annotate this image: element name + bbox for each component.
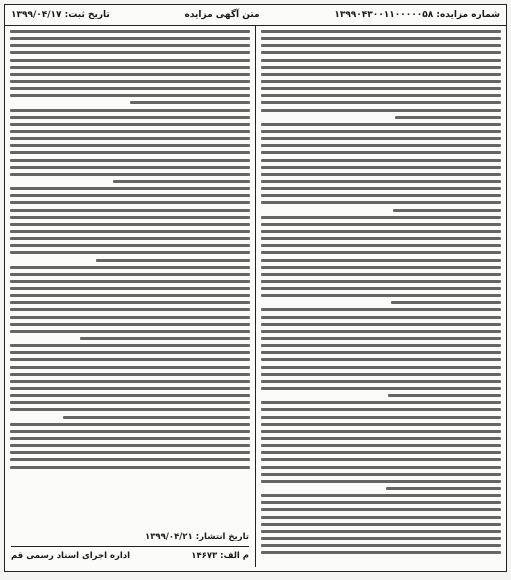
text-line-placeholder [261, 187, 501, 190]
text-line-placeholder [10, 280, 250, 283]
text-line-placeholder [261, 423, 501, 426]
text-line-placeholder [10, 244, 250, 247]
footer-code: م الف: ۱۴۶۷۳ [191, 551, 249, 561]
text-line-placeholder [10, 201, 250, 204]
text-line-placeholder [10, 330, 250, 333]
text-line-placeholder [10, 87, 250, 90]
text-line-placeholder [10, 151, 250, 154]
text-line-placeholder [261, 294, 501, 297]
text-line-placeholder [261, 287, 501, 290]
text-line-placeholder [10, 144, 250, 147]
text-line-placeholder [10, 230, 250, 233]
text-line-placeholder [10, 401, 250, 404]
text-line-placeholder [261, 523, 501, 526]
text-line-placeholder [261, 308, 501, 311]
text-line-placeholder [63, 416, 250, 419]
text-line-placeholder [10, 394, 250, 397]
text-line-placeholder [10, 237, 250, 240]
notice-footer [11, 531, 249, 563]
text-line-placeholder [10, 187, 250, 190]
text-line-placeholder [261, 494, 501, 497]
text-line-placeholder [10, 437, 250, 440]
text-line-placeholder [261, 437, 501, 440]
text-line-placeholder [10, 66, 250, 69]
notice-date: تاریخ ثبت: ۱۳۹۹/۰۴/۱۷ [11, 10, 110, 20]
text-line-placeholder [261, 123, 501, 126]
text-line-placeholder [10, 73, 250, 76]
text-line-placeholder [10, 59, 250, 62]
text-line-placeholder [261, 273, 501, 276]
text-line-placeholder [10, 444, 250, 447]
text-line-placeholder [10, 51, 250, 54]
text-line-placeholder [388, 394, 501, 397]
text-line-placeholder [10, 380, 250, 383]
text-line-placeholder [261, 373, 501, 376]
text-line-placeholder [10, 137, 250, 140]
text-line-placeholder [261, 537, 501, 540]
text-line-placeholder [10, 166, 250, 169]
notice-header [5, 5, 506, 26]
text-line-placeholder [261, 201, 501, 204]
text-line-placeholder [261, 109, 501, 112]
text-line-placeholder [261, 137, 501, 140]
text-line-placeholder [10, 130, 250, 133]
text-line-placeholder [261, 444, 501, 447]
text-line-placeholder [261, 430, 501, 433]
text-line-placeholder [261, 244, 501, 247]
text-line-placeholder [261, 544, 501, 547]
notice-columns [5, 26, 506, 567]
text-line-placeholder [261, 473, 501, 476]
text-line-placeholder [395, 116, 501, 119]
text-line-placeholder [261, 330, 501, 333]
text-line-placeholder [261, 194, 501, 197]
footer-office: اداره اجرای اسناد رسمی قم [11, 551, 131, 561]
text-line-placeholder [261, 458, 501, 461]
text-line-placeholder [10, 358, 250, 361]
notice-title: متن آگهی مزایده [184, 10, 260, 20]
text-line-placeholder [261, 151, 501, 154]
text-line-placeholder [10, 294, 250, 297]
text-line-placeholder [261, 323, 501, 326]
text-line-placeholder [261, 358, 501, 361]
text-line-placeholder [10, 458, 250, 461]
text-line-placeholder [10, 466, 250, 469]
text-line-placeholder [10, 173, 250, 176]
text-line-placeholder [10, 209, 250, 212]
text-line-placeholder [261, 251, 501, 254]
text-line-placeholder [261, 508, 501, 511]
text-line-placeholder [261, 280, 501, 283]
text-line-placeholder [261, 80, 501, 83]
text-line-placeholder [261, 387, 501, 390]
text-line-placeholder [261, 87, 501, 90]
text-line-placeholder [10, 351, 250, 354]
text-line-placeholder [10, 116, 250, 119]
text-line-placeholder [261, 144, 501, 147]
text-line-placeholder [10, 223, 250, 226]
text-line-placeholder [10, 366, 250, 369]
notice-column-left [5, 26, 256, 567]
text-line-placeholder [261, 66, 501, 69]
text-line-placeholder [80, 337, 250, 340]
text-line-placeholder [10, 37, 250, 40]
text-line-placeholder [261, 237, 501, 240]
text-line-placeholder [261, 351, 501, 354]
text-line-placeholder [10, 301, 250, 304]
text-line-placeholder [96, 259, 250, 262]
text-line-placeholder [261, 230, 501, 233]
text-line-placeholder [10, 266, 250, 269]
text-line-placeholder [393, 209, 501, 212]
text-line-placeholder [10, 30, 250, 33]
text-line-placeholder [261, 73, 501, 76]
text-line-placeholder [113, 180, 250, 183]
text-line-placeholder [261, 516, 501, 519]
text-line-placeholder [386, 487, 501, 490]
text-line-placeholder [261, 466, 501, 469]
text-line-placeholder [261, 401, 501, 404]
text-line-placeholder [10, 373, 250, 376]
text-line-placeholder [261, 159, 501, 162]
text-line-placeholder [261, 94, 501, 97]
text-line-placeholder [10, 80, 250, 83]
text-line-placeholder [261, 501, 501, 504]
text-line-placeholder [10, 430, 250, 433]
text-line-placeholder [261, 223, 501, 226]
text-line-placeholder [261, 366, 501, 369]
text-line-placeholder [261, 101, 501, 104]
notice-number: شماره مزایده: ۱۳۹۹۰۴۳۰۰۱۱۰۰۰۰۰۵۸ [334, 10, 500, 20]
text-line-placeholder [261, 416, 501, 419]
text-line-placeholder [261, 337, 501, 340]
text-line-placeholder [261, 259, 501, 262]
publish-date: تاریخ انتشار: ۱۳۹۹/۰۴/۲۱ [145, 532, 249, 542]
text-line-placeholder [261, 166, 501, 169]
text-line-placeholder [10, 44, 250, 47]
text-line-placeholder [261, 51, 501, 54]
text-line-placeholder [10, 287, 250, 290]
text-line-placeholder [261, 173, 501, 176]
text-line-placeholder [261, 37, 501, 40]
text-line-placeholder [261, 380, 501, 383]
text-line-placeholder [10, 323, 250, 326]
text-line-placeholder [261, 216, 501, 219]
text-line-placeholder [261, 451, 501, 454]
text-line-placeholder [261, 30, 501, 33]
text-line-placeholder [261, 551, 501, 554]
text-line-placeholder [10, 451, 250, 454]
text-line-placeholder [261, 480, 501, 483]
text-line-placeholder [10, 109, 250, 112]
text-line-placeholder [10, 273, 250, 276]
text-line-placeholder [261, 44, 501, 47]
text-line-placeholder [261, 180, 501, 183]
text-line-placeholder [10, 194, 250, 197]
text-line-placeholder [10, 316, 250, 319]
text-line-placeholder [261, 316, 501, 319]
text-line-placeholder [261, 130, 501, 133]
text-line-placeholder [10, 216, 250, 219]
text-line-placeholder [10, 408, 250, 411]
text-line-placeholder [261, 530, 501, 533]
text-line-placeholder [261, 344, 501, 347]
text-line-placeholder [10, 159, 250, 162]
text-line-placeholder [261, 266, 501, 269]
text-line-placeholder [261, 59, 501, 62]
text-line-placeholder [391, 301, 501, 304]
text-line-placeholder [261, 408, 501, 411]
text-line-placeholder [10, 423, 250, 426]
notice-column-right [256, 26, 506, 567]
notice-page [4, 4, 507, 572]
text-line-placeholder [130, 101, 250, 104]
text-line-placeholder [10, 123, 250, 126]
text-line-placeholder [10, 344, 250, 347]
footer-divider [11, 546, 249, 547]
text-line-placeholder [10, 251, 250, 254]
text-line-placeholder [10, 94, 250, 97]
text-line-placeholder [10, 387, 250, 390]
text-line-placeholder [10, 308, 250, 311]
